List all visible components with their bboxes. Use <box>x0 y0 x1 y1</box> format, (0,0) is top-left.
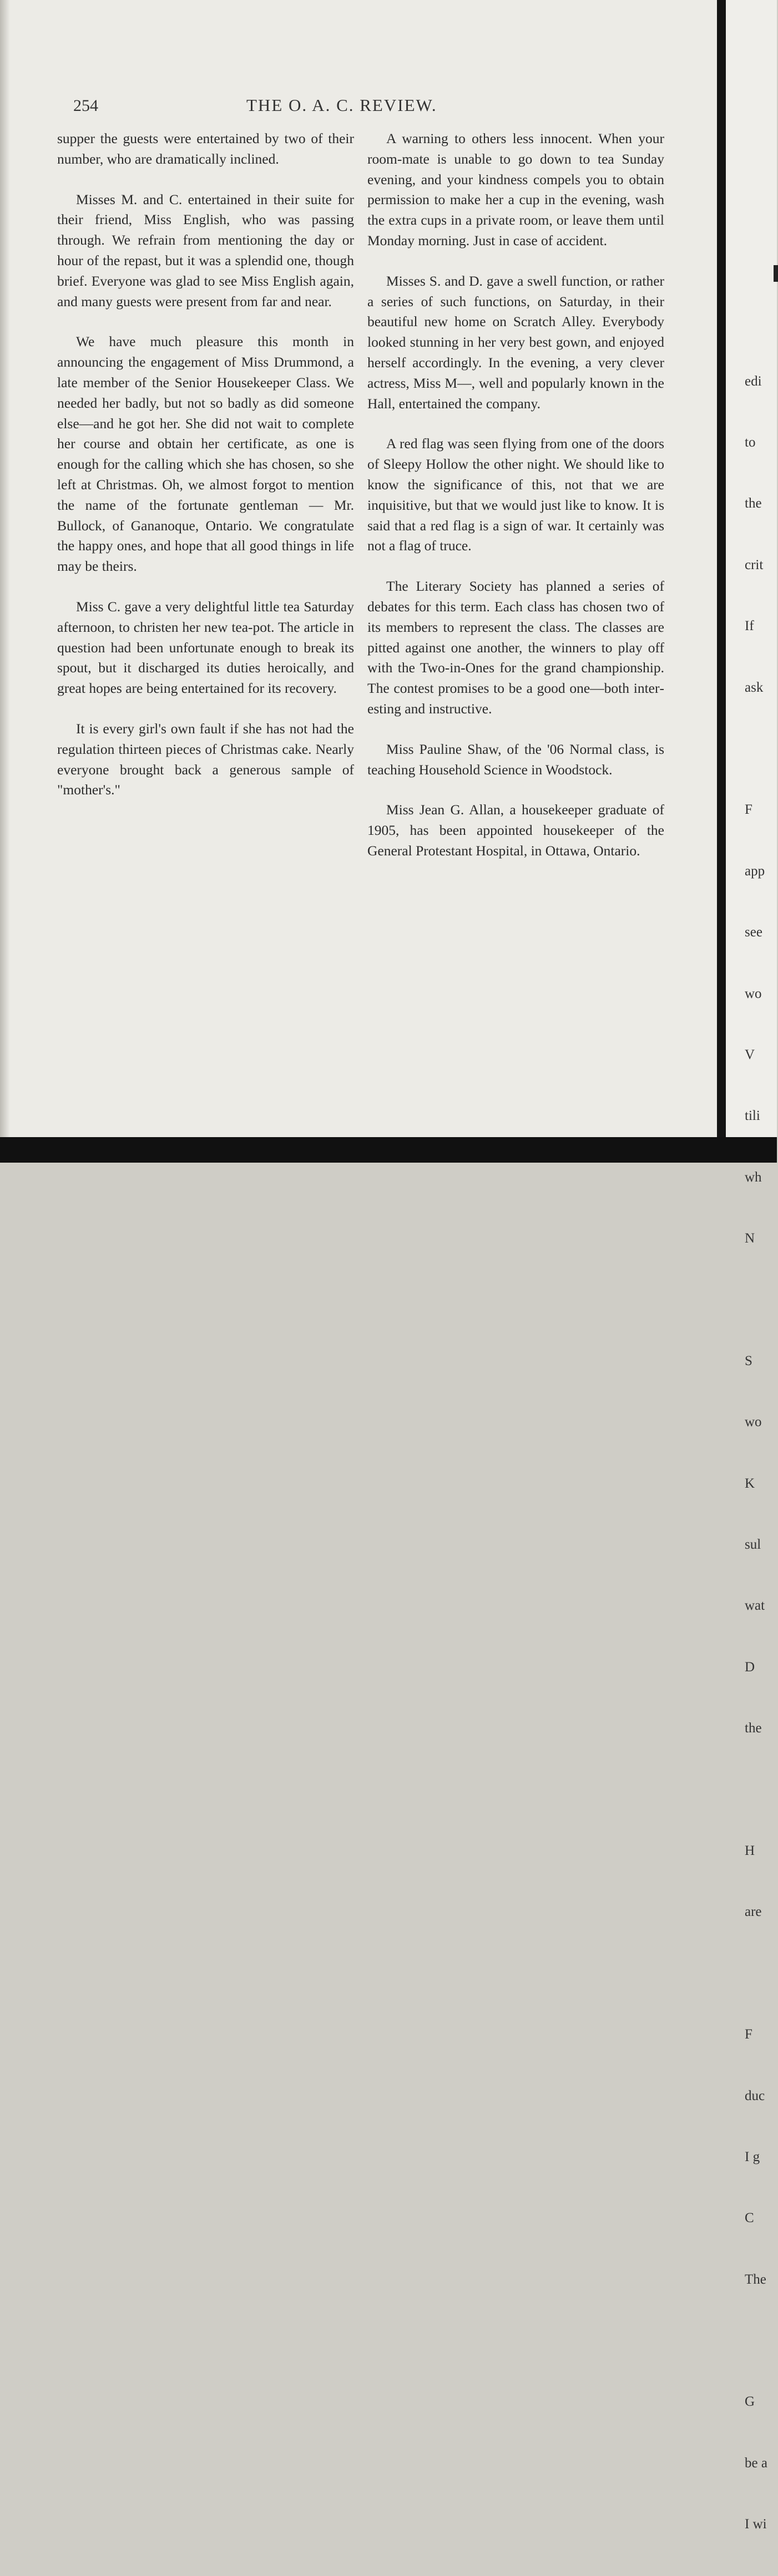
facing-page-line: F <box>745 2027 752 2042</box>
facing-page-line: wo <box>745 986 762 1001</box>
left-column <box>57 129 354 820</box>
facing-page-line: D <box>745 1659 755 1675</box>
facing-page-line: C <box>745 2210 754 2226</box>
facing-page-line: app <box>745 863 765 879</box>
page-number: 254 <box>73 97 98 115</box>
paragraph: It is every girl's own fault if she has not had the regulation thirteen pieces of Christmas cake. Nearly everyone brought back a generous sample of "mother's." <box>57 720 354 798</box>
paragraph: A warning to others less innocent. When your room-mate is unable to go down to tea Sunday evening, and your kindness compels you to obtain permission to make her a cup in the evening, wash the extra cups in a private room, or leave them until Monday morning. Just in case of accident. <box>367 130 664 249</box>
facing-page-line <box>745 1290 778 1310</box>
facing-page-edge <box>726 0 777 2532</box>
facing-page-line: G <box>745 2394 755 2410</box>
paragraph: The Literary Society has planned a series of debates for this term. Each class has chosen two of its members to represent the class. The classes are pitted against one another, the winners to play off with the Two-in-Ones for the grand championship. The contest promises to be a good one—both interesting and instructive. <box>367 578 664 717</box>
paragraph: Miss C. gave a very delightful little tea Saturday afternoon, to christen her new tea-pot. The article in question had been unfortunate enough to break its spout, but it discharged its duties heroically, and great hopes are being entertained for its recovery. <box>57 598 354 697</box>
facing-page-line: sul <box>745 1537 761 1553</box>
paragraph: Misses M. and C. entertained in their suite for their friend, Miss English, who was passing through. We refrain from mentioning the day or hour of the repast, but it was a splendid one, though brief. Everyone was glad to see Miss English again, and many guests were present from far and near. <box>57 191 354 310</box>
facing-page-line <box>745 2331 778 2351</box>
facing-page-line: V <box>745 1047 755 1062</box>
facing-page-line: to <box>745 434 756 450</box>
facing-page-line: crit <box>745 557 764 572</box>
facing-page-line <box>745 1780 778 1801</box>
paragraph: A red flag was seen flying from one of the doors of Sleepy Hollow the other night. We should like to know the significance of this, not that we are inquisitive, but that we would just like to know. It is said that a red flag is a sign of war. It certainly was not a flag of truce. <box>367 435 664 554</box>
facing-page-line: see <box>745 925 762 940</box>
facing-page-line: S <box>745 1353 752 1368</box>
scan-bottom-border <box>0 1137 777 1163</box>
paragraph: Miss Jean G. Allan, a housekeeper graduate of 1905, has been appointed housekeeper of the General Protestant Hospital, in Ottawa, Ontario. <box>367 802 664 859</box>
page-254 <box>0 0 717 1163</box>
book-gutter <box>717 0 726 1163</box>
right-column <box>367 129 664 881</box>
facing-page-line: ask <box>745 680 764 695</box>
paragraph: Miss Pauline Shaw, of the '06 Normal class, is teaching Household Science in Woodstock. <box>367 741 664 778</box>
facing-page-line <box>745 1964 778 1984</box>
facing-page-line: The <box>745 2271 766 2287</box>
facing-page-line: the <box>745 1721 762 1736</box>
facing-page-ornament <box>774 265 778 282</box>
facing-page-line: N <box>745 1231 755 1246</box>
facing-page-line: wat <box>745 1598 765 1614</box>
facing-page-text <box>745 331 778 2576</box>
facing-page-line: tili <box>745 1108 760 1124</box>
paragraph: Misses S. and D. gave a swell function, or rather a series of such functions, on Saturday, in their beautiful new home on Scratch Alley. Everybody looked stunning in her very best gown, and enjoyed herself accordingly. In the evening, a very clever actress, Miss M—, well and popularly known in the Hall, entertained the company. <box>367 272 664 412</box>
facing-page-line: are <box>745 1904 762 1920</box>
page-binding-shadow <box>0 0 10 1163</box>
facing-page-line: wh <box>745 1169 762 1185</box>
facing-page-line: H <box>745 1843 755 1858</box>
facing-page-line: If <box>745 618 754 634</box>
facing-page-line: I wi <box>745 2517 767 2532</box>
running-title: THE O. A. C. REVIEW. <box>246 95 437 115</box>
facing-page-line: edi <box>745 373 762 389</box>
facing-page-line: I g <box>745 2149 760 2164</box>
facing-page-line <box>745 739 778 759</box>
facing-page-line: duc <box>745 2088 765 2103</box>
facing-page-line: F <box>745 802 752 818</box>
paragraph: We have much pleasure this month in announcing the engagement of Miss Drummond, a late member of the Senior Housekeeper Class. We needed her badly, but not so badly as did someone else—and he got her. She did not wait to complete her course and obtain her certificate, as one is enough for the calling which she has chosen, so she left at Christmas. Oh, we almost forgot to mention the name of the fortunate gentleman — Mr. Bullock, of Gananoque, Ontario. We congratulate the happy ones, and hope that all good things in life may be theirs. <box>57 333 354 575</box>
facing-page-line: be a <box>745 2455 767 2471</box>
facing-page-line: K <box>745 1475 755 1491</box>
facing-page-line: the <box>745 496 762 511</box>
paragraph: supper the guests were entertained by two of their number, who are dramatically inclined. <box>57 130 354 167</box>
facing-page-line: wo <box>745 1414 762 1430</box>
